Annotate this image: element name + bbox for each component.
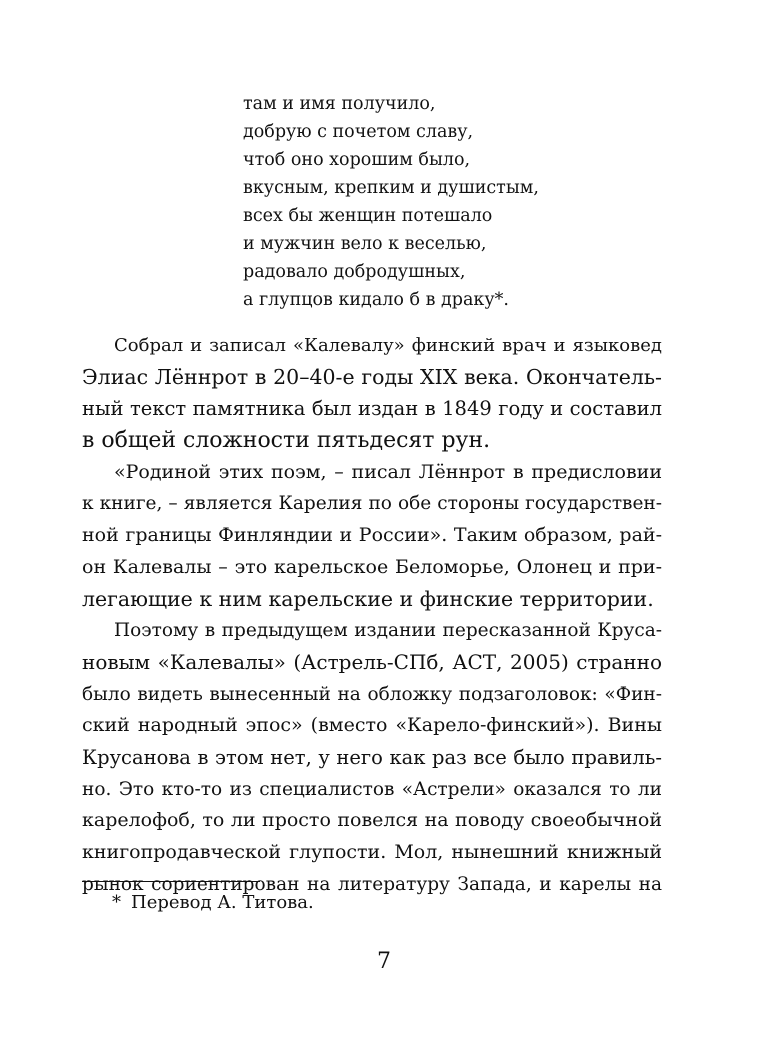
body-text (82, 330, 662, 900)
paragraph-2-line: ной границы Финляндии и России». Таким образом, рай- (82, 524, 662, 547)
poem-line: вкусным, крепким и душистым, (243, 178, 539, 198)
paragraph-3-line: но. Это кто-то из специалистов «Астрели» оказался то ли (82, 778, 662, 800)
poem-line: и мужчин вело к веселью, (243, 234, 487, 254)
paragraph-3-line: карелофоб, то ли просто повелся на поводу своеобычной (82, 809, 662, 832)
footnote (112, 890, 314, 916)
paragraph-3-line: рынок сориентирован на литературу Запада, и карелы на (82, 873, 662, 895)
paragraph-1-line: Собрал и записал «Калевалу» финский врач и языковед (114, 335, 662, 356)
paragraph-3-line: Крусанова в этом нет, у него как раз все было правиль- (82, 745, 662, 769)
paragraph-2-line: легающие к ним карельские и финские территории. (82, 586, 654, 611)
paragraph-1-line: ный текст памятника был издан в 1849 году и составил (82, 397, 662, 421)
paragraph-3-line: книгопродавческой глупости. Мол, нынешний книжный (82, 841, 662, 863)
poem-excerpt (243, 90, 663, 314)
paragraph-1-line: в общей сложности пятьдесят рун. (82, 428, 491, 454)
paragraph-3-line: новым «Калевалы» (Астрель-СПб, АСТ, 2005) странно (82, 649, 662, 674)
paragraph-3-line: ский народный эпос» (вместо «Карело-финский»). Вины (82, 714, 662, 737)
paragraph-2-line: он Калевалы – это карельское Беломорье, Олонец и при- (82, 555, 662, 578)
paragraph-3-line: Поэтому в предыдущем издании пересказанной Круса- (114, 620, 662, 642)
paragraph-1-line: Элиас Лённрот в 20–40-е годы XIX века. Окончатель- (82, 364, 662, 389)
page-number: 7 (377, 949, 391, 974)
poem-line: радовало добродушных, (243, 262, 466, 282)
paragraph-2-line: к книге, – является Карелия по обе стороны государствен- (82, 493, 662, 515)
footnote-divider (82, 881, 260, 882)
poem-line: а глупцов кидало б в драку*. (243, 290, 509, 310)
footnote-text: Перевод А. Титова. (131, 892, 314, 913)
poem-line: чтоб оно хорошим было, (243, 150, 471, 170)
paragraph-3-line: было видеть вынесенный на обложку подзаголовок: «Фин- (82, 683, 662, 705)
paragraph-2-line: «Родиной этих поэм, – писал Лённрот в предисловии (114, 460, 662, 483)
footnote-asterisk: * (112, 892, 121, 913)
poem-line: всех бы женщин потешало (243, 206, 493, 226)
poem-line: добрую с почетом славу, (243, 122, 474, 142)
poem-line: там и имя получило, (243, 94, 436, 114)
